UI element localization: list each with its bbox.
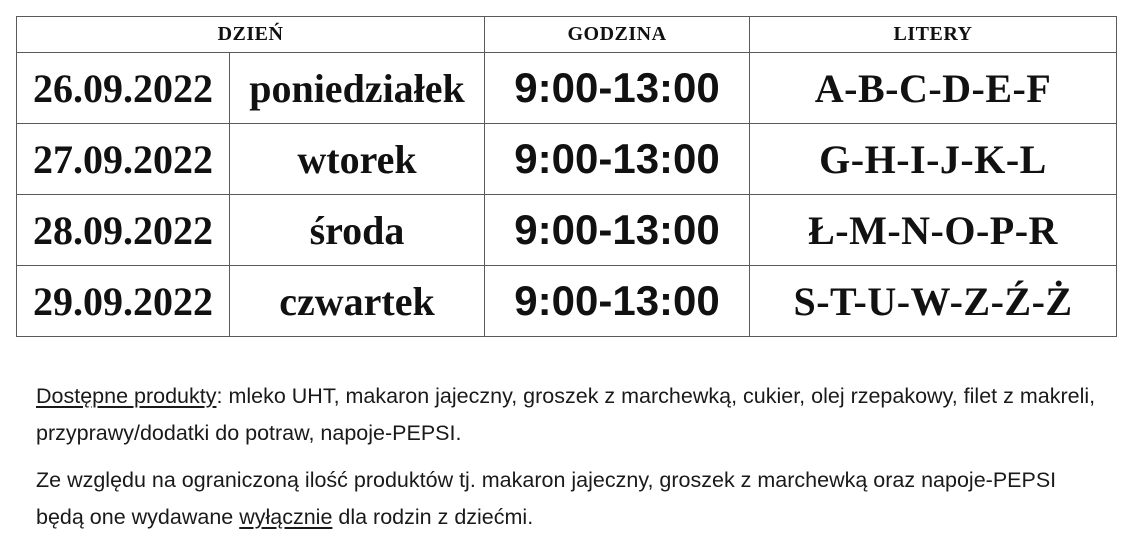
date-cell: 28.09.2022 — [17, 195, 230, 266]
hours-cell: 9:00-13:00 — [485, 124, 750, 195]
weekday-cell: czwartek — [230, 266, 485, 337]
hours-cell: 9:00-13:00 — [485, 195, 750, 266]
limit-text-before: Ze względu na ograniczoną ilość produktów tj. makaron jajeczny, groszek z marchewką oraz napoje-PEPSI będą one wydawane — [36, 468, 1057, 529]
letters-cell: Ł-M-N-O-P-R — [750, 195, 1117, 266]
weekday-cell: wtorek — [230, 124, 485, 195]
products-label: Dostępne produkty — [36, 384, 217, 408]
letters-cell: S-T-U-W-Z-Ź-Ż — [750, 266, 1117, 337]
letters-cell: A-B-C-D-E-F — [750, 53, 1117, 124]
hours-cell: 9:00-13:00 — [485, 53, 750, 124]
table-row — [17, 53, 1117, 124]
limit-text-after: dla rodzin z dziećmi. — [332, 505, 534, 529]
table-header-row — [17, 17, 1117, 53]
header-day: DZIEŃ — [17, 17, 485, 53]
weekday-cell: środa — [230, 195, 485, 266]
table-row — [17, 195, 1117, 266]
limit-paragraph — [36, 462, 1096, 536]
date-cell: 26.09.2022 — [17, 53, 230, 124]
products-paragraph — [36, 378, 1096, 452]
header-hour: GODZINA — [485, 17, 750, 53]
distribution-schedule-table — [16, 16, 1117, 337]
weekday-cell: poniedziałek — [230, 53, 485, 124]
hours-cell: 9:00-13:00 — [485, 266, 750, 337]
notes-section — [36, 378, 1096, 546]
table-row — [17, 266, 1117, 337]
products-text: mleko UHT, makaron jajeczny, groszek z marchewką, cukier, olej rzepakowy, filet z makreli, przyprawy/dodatki do potraw, napoje-PEPSI. — [36, 384, 1096, 445]
date-cell: 27.09.2022 — [17, 124, 230, 195]
date-cell: 29.09.2022 — [17, 266, 230, 337]
header-letters: LITERY — [750, 17, 1117, 53]
limit-emphasis: wyłącznie — [239, 505, 333, 529]
letters-cell: G-H-I-J-K-L — [750, 124, 1117, 195]
table-row — [17, 124, 1117, 195]
products-colon: : — [216, 384, 223, 408]
